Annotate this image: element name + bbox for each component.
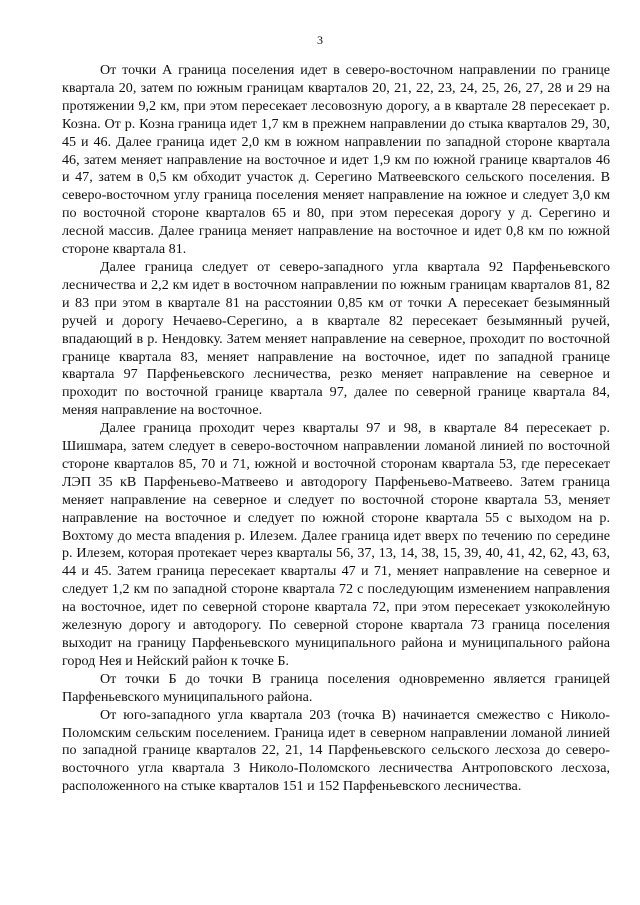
paragraph-1: От точки А граница поселения идет в северо-восточном направлении по границе квартала 20, затем по южным границам кварталов 20, 21, 22, 23, 24, 25, 26, 27, 28 и 29 на протяжении 9,2 км, при этом пересекает лесовозную дорогу, а в квартале 28 пересекает р. Козна. От р. Козна граница идет 1,7 км в прежнем направлении до стыка кварталов 29, 30, 45 и 46. Далее граница идет 2,0 км в южном направлении по западной стороне квартала 46, затем меняет направление на восточное и идет 1,9 км по южной границе кварталов 46 и 47, затем в 0,5 км обходит участок д. Серегино Матвеевского сельского поселения. В северо-восточном углу граница поселения меняет направление на южное и следует 3,0 км по восточной стороне кварталов 65 и 80, при этом пересекая дорогу у д. Серегино и лесной массив. Далее граница меняет направление на восточное и идет 0,8 км по южной стороне квартала 81. [62, 62, 610, 258]
document-body [62, 62, 610, 796]
paragraph-5: От юго-западного угла квартала 203 (точка В) начинается смежество с Николо-Поломским сельским поселением. Граница идет в северном направлении ломаной линией по западной границе кварталов 22, 21, 14 Парфеньевского сельского лесхоза до северо-восточного угла квартала 3 Николо-Поломского лесничества Антроповского лесхоза, расположенного на стыке кварталов 151 и 152 Парфеньевского лесничества. [62, 706, 610, 795]
paragraph-4: От точки Б до точки В граница поселения одновременно является границей Парфеньевского муниципального района. [62, 670, 610, 705]
page-number: 3 [317, 33, 323, 47]
paragraph-2: Далее граница следует от северо-западного угла квартала 92 Парфеньевского лесничества и 2,2 км идет в восточном направлении по южным границам кварталов 81, 82 и 83 при этом в квартале 81 на расстоянии 0,85 км от точки А пересекает безымянный ручей и дорогу Нечаево-Серегино, а в квартале 82 пересекает безымянный ручей, впадающий в р. Нендовку. Затем меняет направление на северное, проходит по восточной границе квартала 83, меняет направление на восточное, идет по западной границе квартала 97 Парфеньевского лесничества, резко меняет направление на северное и проходит по восточной границе квартала 97, далее по северной границе квартала 84, меняя направление на восточное. [62, 258, 610, 419]
paragraph-3: Далее граница проходит через кварталы 97 и 98, в квартале 84 пересекает р. Шишмара, затем следует в северо-восточном направлении ломаной линией по восточной стороне кварталов 85, 70 и 71, южной и восточной сторонам квартала 53, где пересекает ЛЭП 35 кВ Парфеньево-Матвеево и автодорогу Парфеньево-Матвеево. Затем граница меняет направление на северное и следует по восточной стороне квартала 53, меняет направление на восточное и следует по южной стороне квартала 55 с выходом на р. Вохтому до места впадения р. Илезем. Далее граница идет вверх по течению по середине р. Илезем, которая протекает через кварталы 56, 37, 13, 14, 38, 15, 39, 40, 41, 42, 62, 43, 63, 44 и 45. Затем граница пересекает кварталы 47 и 71, меняет направление на северное и следует 1,2 км по западной стороне квартала 72 с последующим изменением направления на восточное, идет по северной стороне квартала 72, при этом пересекает узкоколейную железную дорогу и автодорогу. По северной стороне квартала 73 граница поселения выходит на границу Парфеньевского муниципального района и муниципального района город Нея и Нейский район к точке Б. [62, 420, 610, 669]
